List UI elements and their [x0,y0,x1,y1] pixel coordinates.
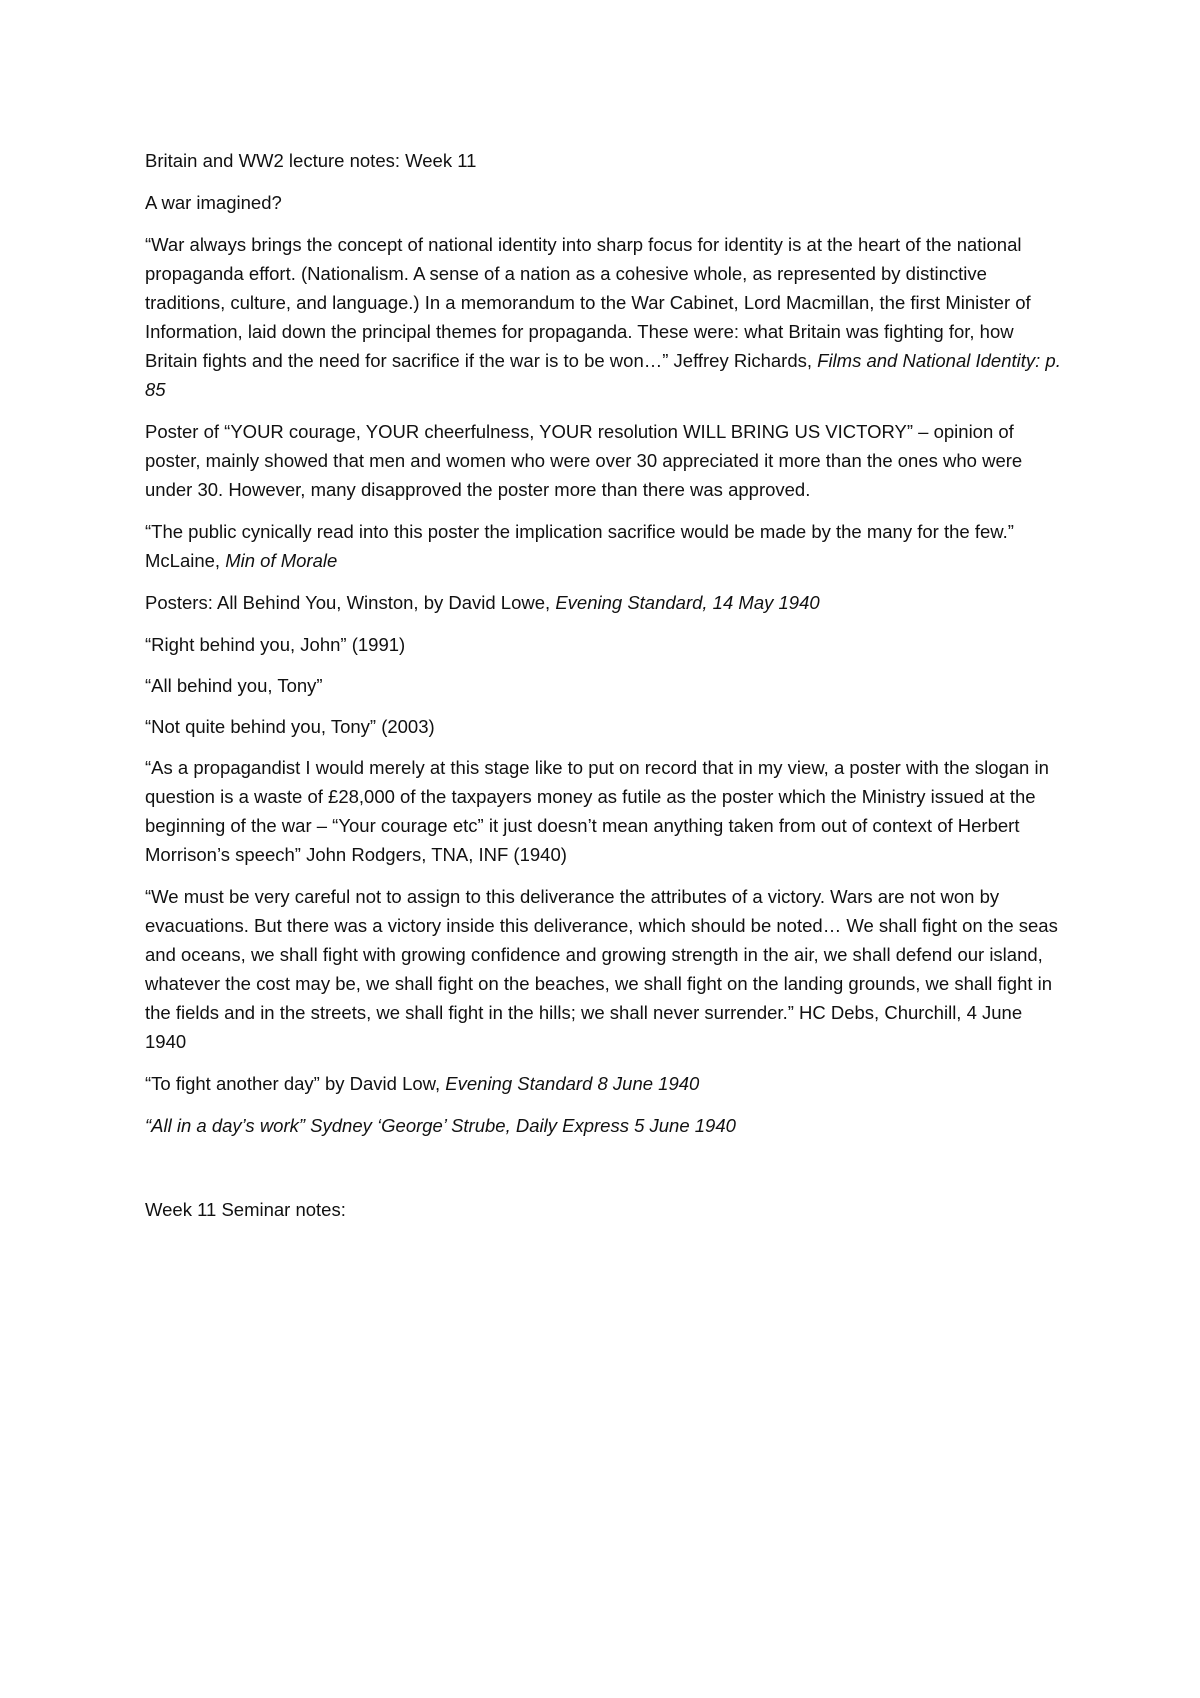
paragraph-low-cartoon [145,1069,1063,1098]
paragraph-text: “War always brings the concept of national identity into sharp focus for identity is at the heart of the national propaganda effort. (Nationalism. A sense of a nation as a cohesive whole, as represented by distinctive traditions, culture, and language.) In a memorandum to the War Cabinet, Lord Macmillan, the first Minister of Information, laid down the principal themes for propaganda. These were: what Britain was fighting for, how Britain fights and the need for sacrifice if the war is to be won…” Jeffrey Richards, [145,234,1031,371]
document-title: Britain and WW2 lecture notes: Week 11 [145,150,477,171]
paragraph-rodgers-quote: “As a propagandist I would merely at this stage like to put on record that in my view, a poster with the slogan in question is a waste of £28,000 of the taxpayers money as futile as the poster which the Ministry issued at the beginning of the war – “Your courage etc” it just doesn’t mean anything taken from out of context of Herbert Morrison’s speech” John Rodgers, TNA, INF (1940) [145,757,1049,865]
paragraph-not-quite-behind-tony: “Not quite behind you, Tony” (2003) [145,716,435,737]
document-body [145,146,1063,1237]
paragraph-strube-cartoon [145,1111,1063,1140]
paragraph-text: “The public cynically read into this poster the implication sacrifice would be made by the many for the few.” McLaine, [145,521,1014,571]
citation-italic: Evening Standard, 14 May 1940 [555,592,820,613]
paragraph-poster-opinion: Poster of “YOUR courage, YOUR cheerfulness, YOUR resolution WILL BRING US VICTORY” – opinion of poster, mainly showed that men and women who were over 30 appreciated it more than the ones who were under 30. However, many disapproved the poster more than there was approved. [145,421,1023,500]
citation-italic: Evening Standard 8 June 1940 [445,1073,700,1094]
paragraph-all-behind-tony: “All behind you, Tony” [145,675,323,696]
citation-italic: Films and National Identity: p. 85 [145,350,1061,400]
paragraph-right-behind-john: “Right behind you, John” (1991) [145,634,406,655]
paragraph-text: Posters: All Behind You, Winston, by David Lowe, [145,592,556,613]
paragraph-mclaine-quote [145,517,1063,575]
paragraph-richards-quote [145,230,1063,404]
citation-italic: Min of Morale [225,550,338,571]
paragraph-churchill-quote: “We must be very careful not to assign to this deliverance the attributes of a victory. Wars are not won by evacuations. But there was a victory inside this deliverance, which should be noted… We shall fight on the seas and oceans, we shall fight with growing confidence and growing strength in the air, we shall defend our island, whatever the cost may be, we shall fight on the beaches, we shall fight on the landing grounds, we shall fight in the fields and in the streets, we shall fight in the hills; we shall never surrender.” HC Debs, Churchill, 4 June 1940 [145,886,1058,1052]
seminar-heading: Week 11 Seminar notes: [145,1199,346,1220]
document-subtitle: A war imagined? [145,192,282,213]
citation-italic: “All in a day’s work” Sydney ‘George’ Strube, Daily Express 5 June 1940 [145,1115,736,1136]
paragraph-posters [145,588,1063,617]
paragraph-text: “To fight another day” by David Low, [145,1073,446,1094]
blank-line [145,1153,1063,1195]
